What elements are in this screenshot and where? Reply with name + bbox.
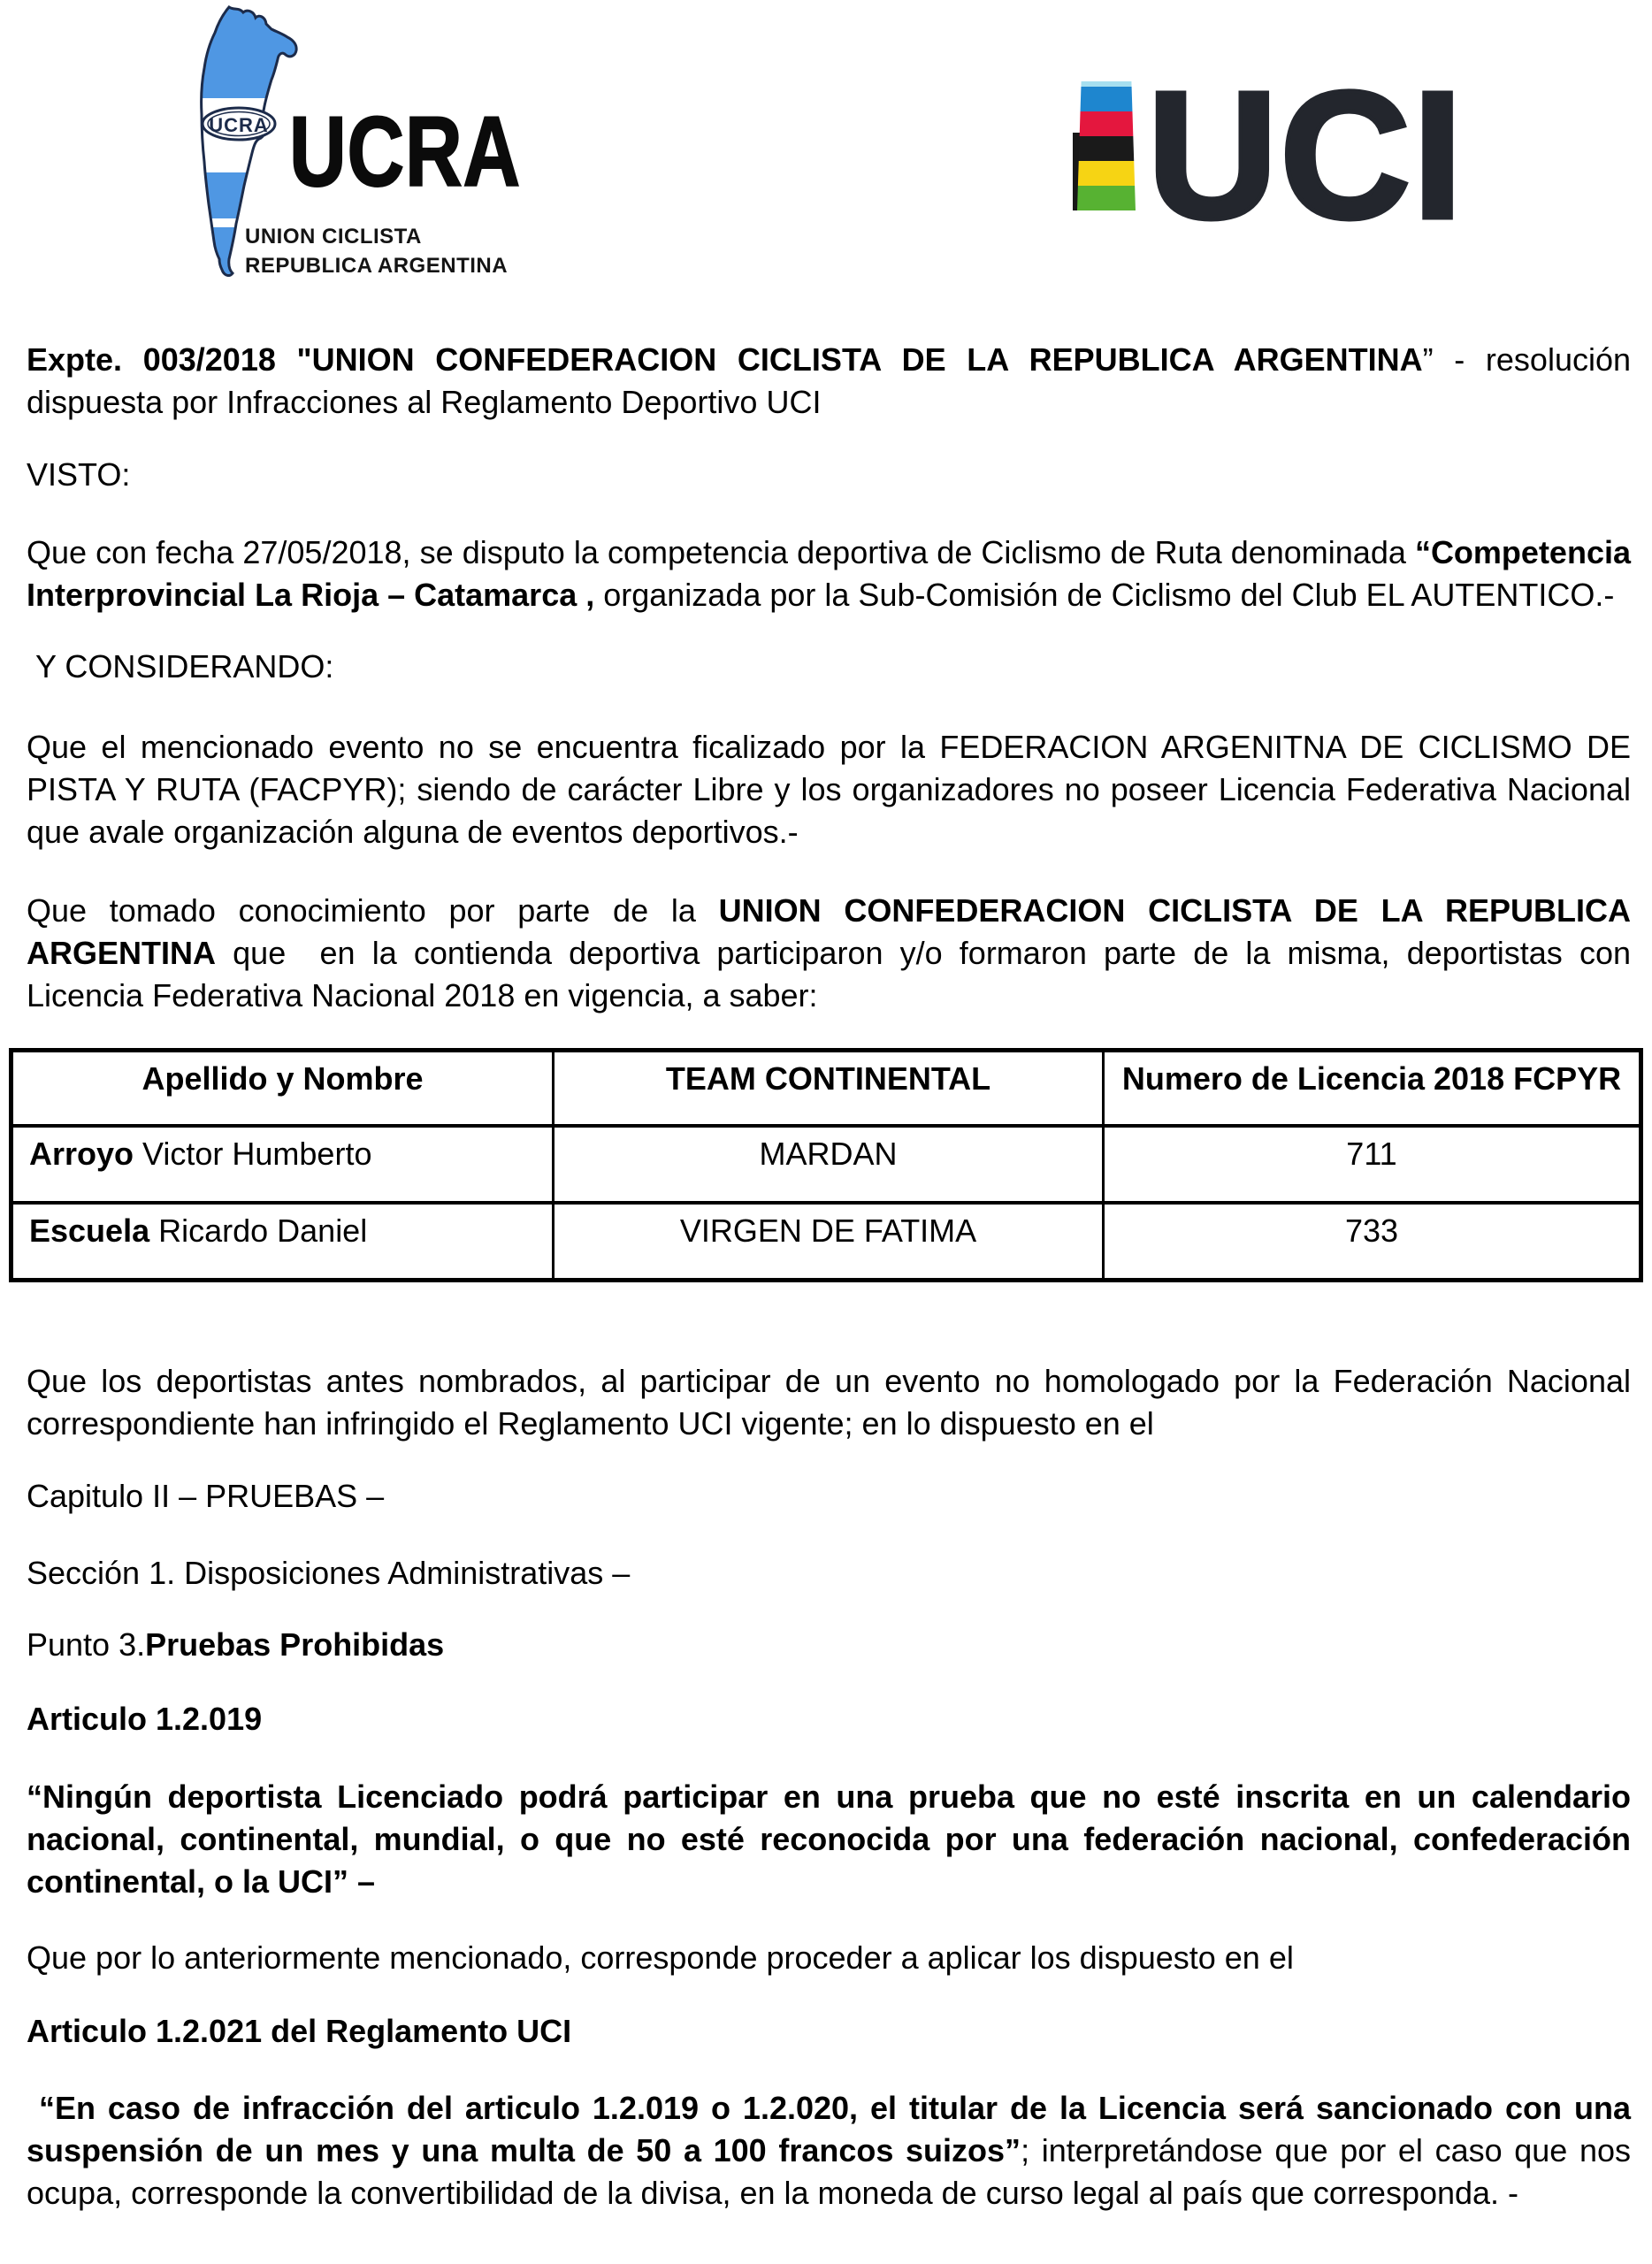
- rider-given-name: Ricardo Daniel: [149, 1212, 368, 1249]
- flag-stripe-green: [1077, 186, 1136, 210]
- flag-stripe-red: [1077, 111, 1136, 136]
- paragraph-capitulo: Capitulo II – PRUEBAS –: [27, 1478, 385, 1514]
- table-header-row: [11, 1051, 1641, 1126]
- punto-title: Pruebas Prohibidas: [145, 1626, 445, 1663]
- paragraph-punto: [27, 1624, 1631, 1666]
- expte-title: Expte. 003/2018 "UNION CONFEDERACION CICLISTA DE LA REPUBLICA ARGENTINA: [27, 341, 1423, 378]
- rider-license-cell: 711: [1104, 1126, 1641, 1203]
- ucra-subtitle-line2: REPUBLICA ARGENTINA: [245, 254, 509, 278]
- ucra-subtitle: [245, 222, 508, 280]
- ucra-oval-label: UCRA: [209, 114, 269, 136]
- rider-name-cell: [11, 1203, 554, 1281]
- paragraph-ningun: [27, 1776, 1631, 1903]
- rider-team-cell: MARDAN: [554, 1126, 1104, 1203]
- uci-rainbow-flag-icon: [1077, 81, 1136, 210]
- flag-stripe-yellow: [1077, 161, 1136, 186]
- interpretacion-text: ; interpretándose que por el caso que nos ocupa, corresponde la convertibilidad de la divisa, en la moneda de curso legal al país que corresponda. -: [27, 2132, 1632, 2211]
- paragraph-encaso: [27, 2087, 1631, 2214]
- rider-surname: Arroyo: [29, 1135, 134, 1172]
- rider-surname: Escuela: [29, 1212, 150, 1249]
- heading-articulo-021: Articulo 1.2.021 del Reglamento UCI: [27, 2013, 572, 2049]
- punto-number: Punto 3.: [27, 1626, 146, 1663]
- letterhead: [0, 0, 1652, 332]
- expte-subtitle: ” - resolución dispuesta por Infracciones al Reglamento Deportivo UCI: [27, 341, 1632, 420]
- competencia-name: “Competencia Interprovincial La Rioja – Catamarca ,: [27, 534, 1631, 613]
- uci-wordmark: UCI: [1147, 54, 1465, 256]
- union-name: UNION CONFEDERACION CICLISTA DE LA REPUBLICA ARGENTINA: [27, 892, 1631, 971]
- contienda-text: que en la contienda deportiva participaron y/o formaron parte de la misma, deportistas con Licencia Federativa Nacional 2018 en vigencia, a saber:: [27, 935, 1631, 1013]
- table-row: [11, 1203, 1641, 1281]
- rider-team-cell: VIRGEN DE FATIMA: [554, 1203, 1104, 1281]
- paragraph-seccion: Sección 1. Disposiciones Administrativas –: [27, 1555, 631, 1591]
- header-team-continental: TEAM CONTINENTAL: [554, 1051, 1104, 1126]
- header-apellido-nombre: Apellido y Nombre: [11, 1051, 554, 1126]
- flag-stripe-black: [1077, 136, 1136, 161]
- articulo-019-quote: “Ningún deportista Licenciado podrá participar en una prueba que no esté inscrita en un calendario nacional, continental, mundial, o que no esté reconocida por una federación nacional, confederación continental, o la UCI” –: [27, 1778, 1631, 1900]
- table-row: [11, 1126, 1641, 1203]
- header-numero-licencia: Numero de Licencia 2018 FCPYR: [1104, 1051, 1641, 1126]
- paragraph-quepor: Que por lo anteriormente mencionado, corresponde proceder a aplicar los dispuesto en el: [27, 1939, 1294, 1976]
- heading-considerando: Y CONSIDERANDO:: [27, 648, 334, 685]
- document-body: [27, 339, 1631, 2214]
- ucra-subtitle-line1: UNION CICLISTA: [245, 225, 422, 249]
- conocimiento-text: Que tomado conocimiento por parte de la: [27, 892, 719, 929]
- flag-stripe-blue: [1077, 87, 1136, 111]
- rider-name-cell: [11, 1126, 554, 1203]
- articulo-021-quote: “En caso de infracción del articulo 1.2.019 o 1.2.020, el titular de la Licencia será sancionado con una suspensión de un mes y una multa de 50 a 100 francos suizos”: [27, 2090, 1631, 2168]
- licensed-riders-table: [9, 1048, 1643, 1282]
- organizador-text: organizada por la Sub-Comisión de Ciclismo del Club EL AUTENTICO.-: [594, 577, 1615, 613]
- paragraph-expte: [27, 339, 1631, 424]
- paragraph-deportistas: Que los deportistas antes nombrados, al participar de un evento no homologado por la Federación Nacional correspondiente han infringido el Reglamento UCI vigente; en lo dispuesto en el: [27, 1363, 1631, 1442]
- rider-license-cell: 733: [1104, 1203, 1641, 1281]
- ucra-wordmark: UCRA: [289, 96, 522, 207]
- heading-articulo-019: Articulo 1.2.019: [27, 1701, 263, 1737]
- paragraph-fecha: [27, 532, 1631, 616]
- heading-visto: VISTO:: [27, 456, 131, 493]
- rider-given-name: Victor Humberto: [134, 1135, 372, 1172]
- paragraph-conocimiento: [27, 890, 1631, 1017]
- paragraph-evento: Que el mencionado evento no se encuentra ficalizado por la FEDERACION ARGENITNA DE CICLISMO DE PISTA Y RUTA (FACPYR); siendo de carácter Libre y los organizadores no poseer Licencia Federativa Nacional que avale organización alguna de eventos deportivos.-: [27, 729, 1631, 850]
- fecha-text: Que con fecha 27/05/2018, se disputo la competencia deportiva de Ciclismo de Ruta denominada: [27, 534, 1415, 570]
- ucra-oval-badge: [203, 108, 275, 140]
